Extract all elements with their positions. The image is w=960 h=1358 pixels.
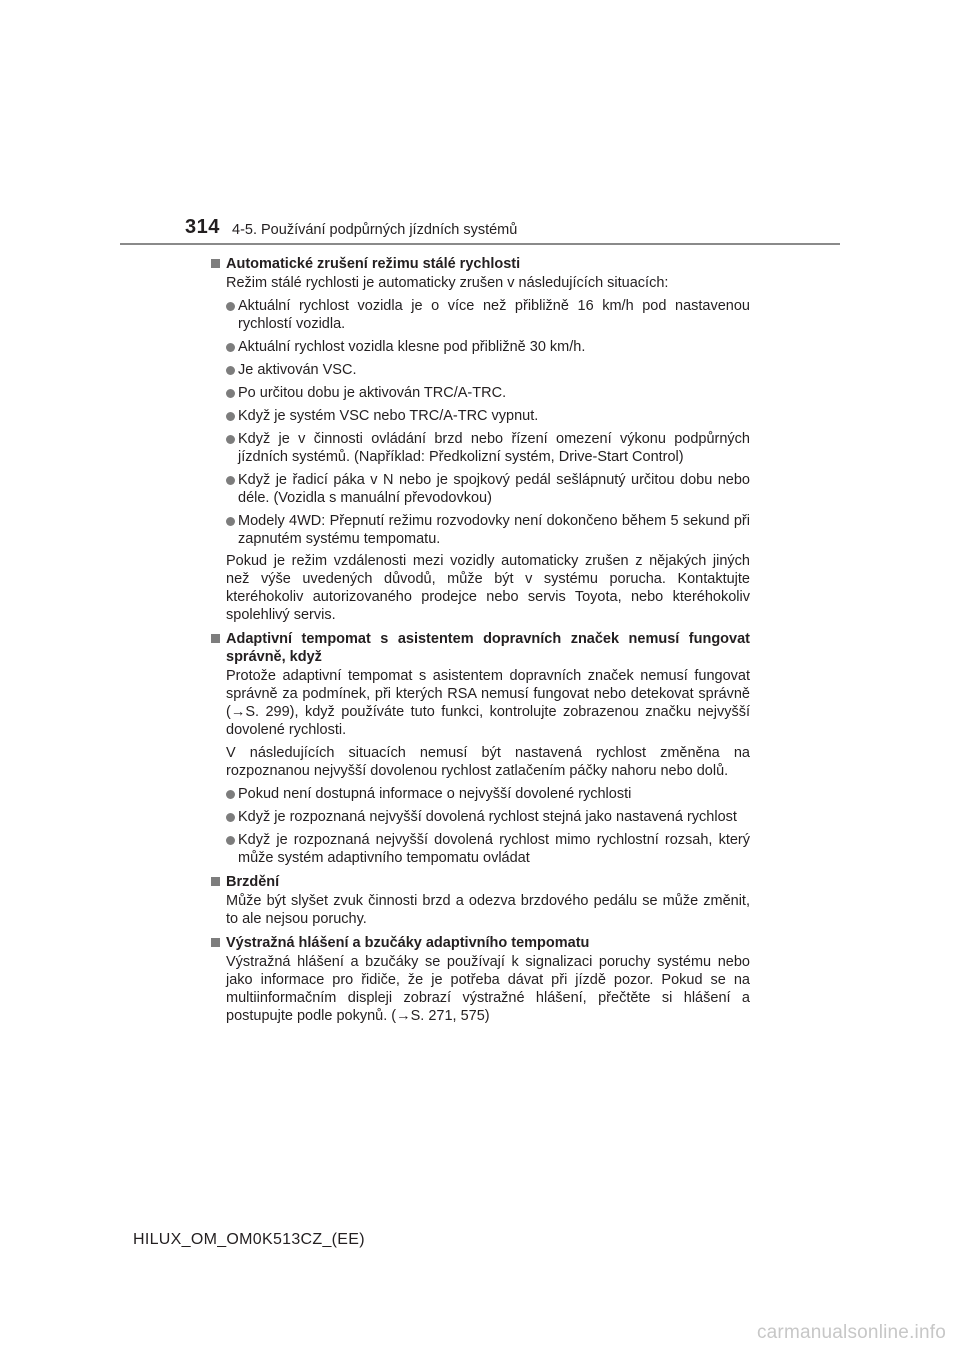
list-item-text: Je aktivován VSC. [238,362,357,378]
list-item-text: Modely 4WD: Přepnutí režimu rozvodovky není dokončeno během 5 sekund při zapnutém systému tempomatu. [238,513,750,547]
round-bullet-icon [226,476,235,485]
list-item-text: Aktuální rychlost vozidla klesne pod přibližně 30 km/h. [238,339,586,355]
list-item [210,384,750,402]
page-number: 314 [185,216,220,238]
round-bullet-icon [226,412,235,421]
list-item-text: Když je rozpoznaná nejvyšší dovolená rychlost stejná jako nastavená rychlost [238,809,737,825]
list-item-text: Když je systém VSC nebo TRC/A-TRC vypnut. [238,408,539,424]
section-heading [210,630,750,666]
list-item-text: Když je v činnosti ovládání brzd nebo řízení omezení výkonu podpůrných jízdních systémů. (Například: Předkolizní systém, Drive-Start Control) [238,431,750,465]
list-item-text: Když je řadicí páka v N nebo je spojkový pedál sešlápnutý určitou dobu nebo déle. (Vozidla s manuální převodovkou) [238,472,750,506]
round-bullet-icon [226,790,235,799]
paragraph: Může být slyšet zvuk činnosti brzd a odezva brzdového pedálu se může změnit, to ale nejsou poruchy. [226,893,750,927]
round-bullet-icon [226,813,235,822]
section-heading [210,934,750,952]
round-bullet-icon [226,343,235,352]
section-title: 4-5. Používání podpůrných jízdních systémů [232,222,518,238]
section-heading-text: Adaptivní tempomat s asistentem dopravních značek nemusí fungovat správně, když [226,631,750,665]
list-item-text: Po určitou dobu je aktivován TRC/A-TRC. [238,385,507,401]
section-heading-text: Výstražná hlášení a bzučáky adaptivního tempomatu [226,935,590,951]
list-item [210,831,750,867]
square-bullet-icon [211,634,220,643]
list-item [210,471,750,507]
round-bullet-icon [226,366,235,375]
round-bullet-icon [226,836,235,845]
list-item-text: Když je rozpoznaná nejvyšší dovolená rychlost mimo rychlostní rozsah, který může systém adaptivního tempomatu ovládat [238,832,750,866]
round-bullet-icon [226,435,235,444]
section-heading [210,873,750,891]
paragraph: Protože adaptivní tempomat s asistentem dopravních značek nemusí fungovat správně za podmínek, při kterých RSA nemusí fungovat nebo detekovat správně (→S. 299), když používáte tuto funkci, kontrolujte zobrazenou značku nejvyšší dovolené rychlosti. [226,668,750,738]
square-bullet-icon [211,877,220,886]
list-item [210,430,750,466]
list-item [210,361,750,379]
list-item [210,338,750,356]
watermark[interactable]: carmanualsonline.info [756,1322,946,1343]
round-bullet-icon [226,302,235,311]
list-item-text: Aktuální rychlost vozidla je o více než přibližně 16 km/h pod nastavenou rychlostí vozidla. [238,298,750,332]
paragraph: Výstražná hlášení a bzučáky se používají k signalizaci poruchy systému nebo jako informace pro řidiče, že je potřeba dávat při jízdě pozor. Pokud se na multiinformačním displeji zobrazí výstražné hlášení, přečtěte si hlášení a postupujte podle pokynů. (→S. 271, 575) [226,954,750,1024]
section-heading [210,255,750,273]
section-heading-text: Automatické zrušení režimu stálé rychlosti [226,256,521,272]
list-item [210,512,750,548]
round-bullet-icon [226,389,235,398]
round-bullet-icon [226,517,235,526]
list-item [210,297,750,333]
page-content [210,255,750,1025]
section-heading-text: Brzdění [226,874,280,890]
square-bullet-icon [211,938,220,947]
paragraph: Pokud je režim vzdálenosti mezi vozidly automaticky zrušen z nějakých jiných než výše uvedených důvodů, může být v systému porucha. Kontaktujte kteréhokoliv autorizovaného prodejce nebo servis Toyota, nebo kteréhokoliv spolehlivý servis. [226,553,750,623]
square-bullet-icon [211,259,220,268]
list-item [210,407,750,425]
list-item [210,785,750,803]
paragraph: V následujících situacích nemusí být nastavená rychlost změněna na rozpoznanou nejvyšší dovolenou rychlost zatlačením páčky nahoru nebo dolů. [226,745,750,779]
header-rule [120,243,840,245]
document-code: HILUX_OM_OM0K513CZ_(EE) [133,1231,365,1248]
list-item [210,808,750,826]
paragraph: Režim stálé rychlosti je automaticky zrušen v následujících situacích: [226,275,669,291]
list-item-text: Pokud není dostupná informace o nejvyšší dovolené rychlosti [238,786,632,802]
